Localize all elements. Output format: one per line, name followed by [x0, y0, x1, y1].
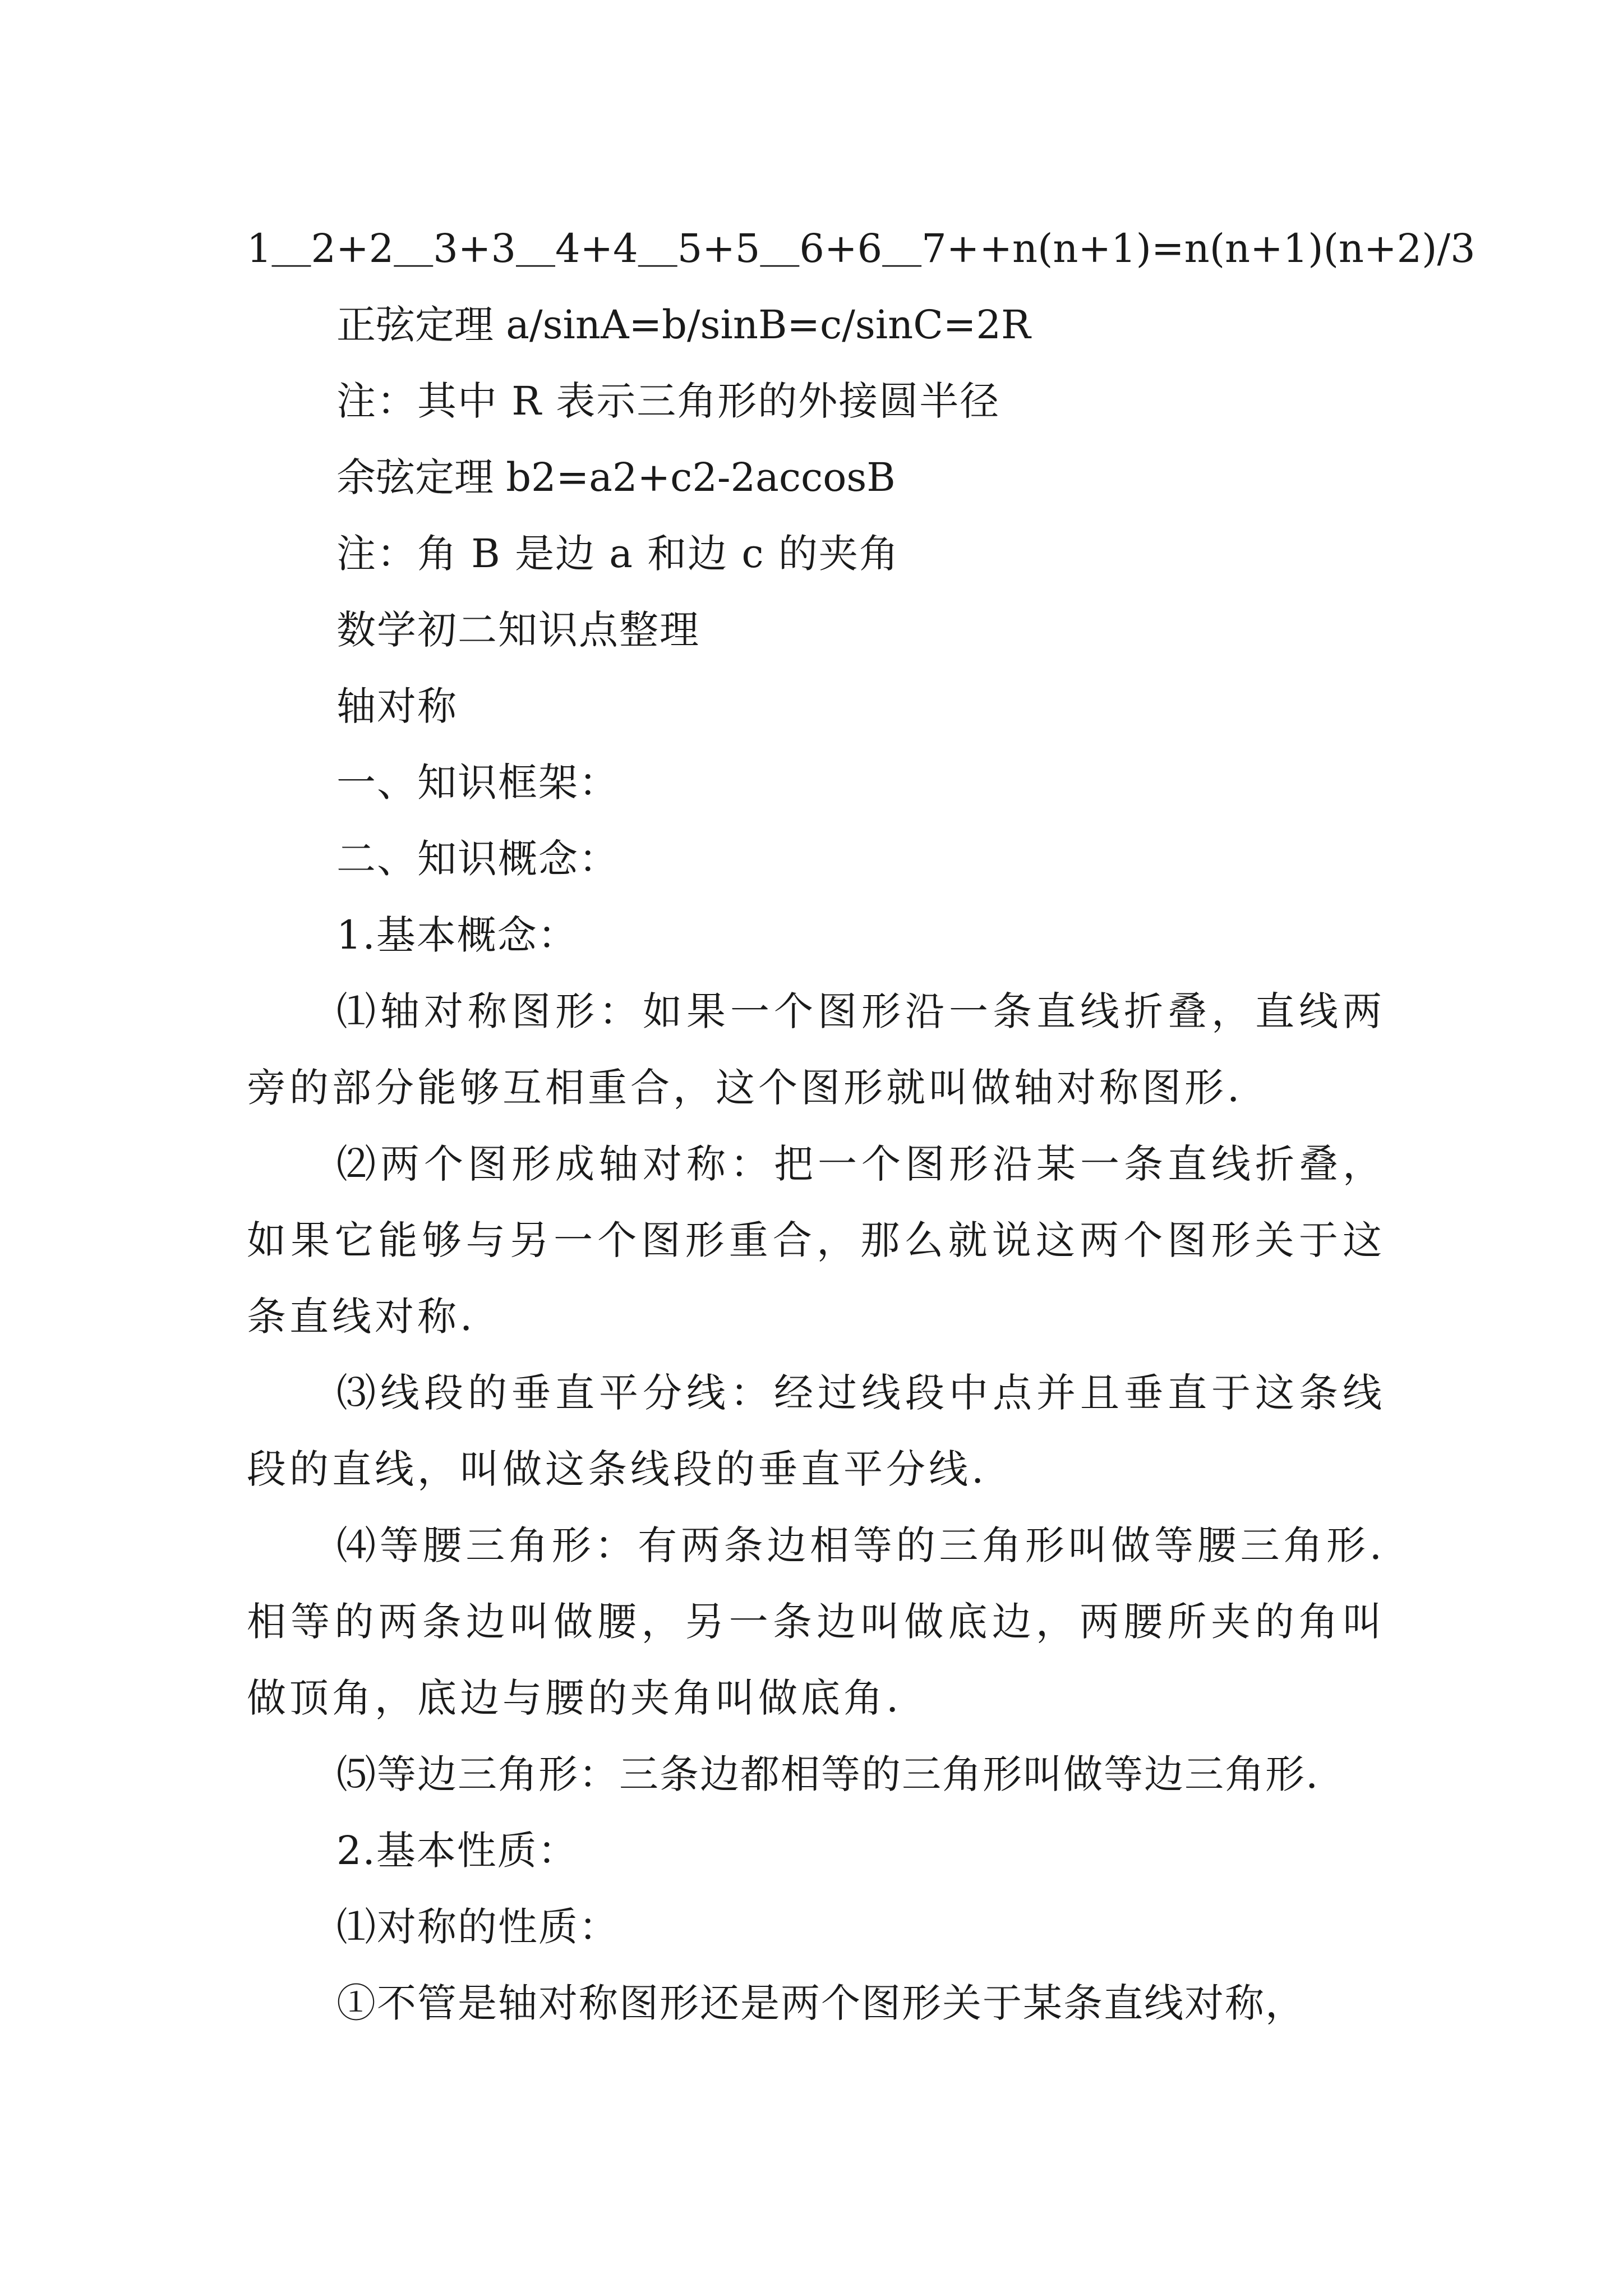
definition-equilateral-triangle: ⑸等边三角形：三条边都相等的三角形叫做等边三角形.	[336, 1751, 1320, 1797]
symmetry-properties-heading: ⑴对称的性质：	[336, 1904, 619, 1950]
document-body	[247, 210, 1476, 2041]
basic-concepts-heading: 1.基本概念：	[336, 912, 578, 958]
law-of-sines: 正弦定理 a/sinA=b/sinB=c/sinC=2R	[336, 302, 1031, 348]
knowledge-framework-heading: 一、知识框架：	[336, 760, 619, 806]
definition-perpendicular-bisector: ⑶线段的垂直平分线：经过线段中点并且垂直于这条线段的直线，叫做这条线段的垂直平分线.	[247, 1370, 1385, 1492]
law-of-cosines: 余弦定理 b2=a2+c2-2accosB	[336, 454, 896, 500]
definition-isosceles-triangle: ⑷等腰三角形：有两条边相等的三角形叫做等腰三角形.相等的两条边叫做腰，另一条边叫做底边，两腰所夹的角叫做顶角，底边与腰的夹角叫做底角.	[247, 1522, 1385, 1721]
symmetry-property-item-1: ①不管是轴对称图形还是两个图形关于某条直线对称，	[336, 1980, 1306, 2026]
definition-axis-symmetric-figure: ⑴轴对称图形：如果一个图形沿一条直线折叠，直线两旁的部分能够互相重合，这个图形就叫做轴对称图形.	[247, 988, 1385, 1111]
section-title: 数学初二知识点整理	[336, 607, 700, 653]
knowledge-concepts-heading: 二、知识概念：	[336, 836, 619, 882]
law-of-sines-note: 注：其中 R 表示三角形的外接圆半径	[336, 378, 1000, 424]
series-sum-formula: 1＿2+2＿3+3＿4+4＿5+5＿6+6＿7++n(n+1)=n(n+1)(n+2)/3	[247, 226, 1476, 272]
basic-properties-heading: 2.基本性质：	[336, 1828, 578, 1874]
definition-two-figures-symmetric: ⑵两个图形成轴对称：把一个图形沿某一条直线折叠，如果它能够与另一个图形重合，那么就说这两个图形关于这条直线对称.	[247, 1141, 1385, 1340]
law-of-cosines-note: 注：角 B 是边 a 和边 c 的夹角	[336, 531, 900, 577]
topic-heading: 轴对称	[336, 683, 458, 729]
